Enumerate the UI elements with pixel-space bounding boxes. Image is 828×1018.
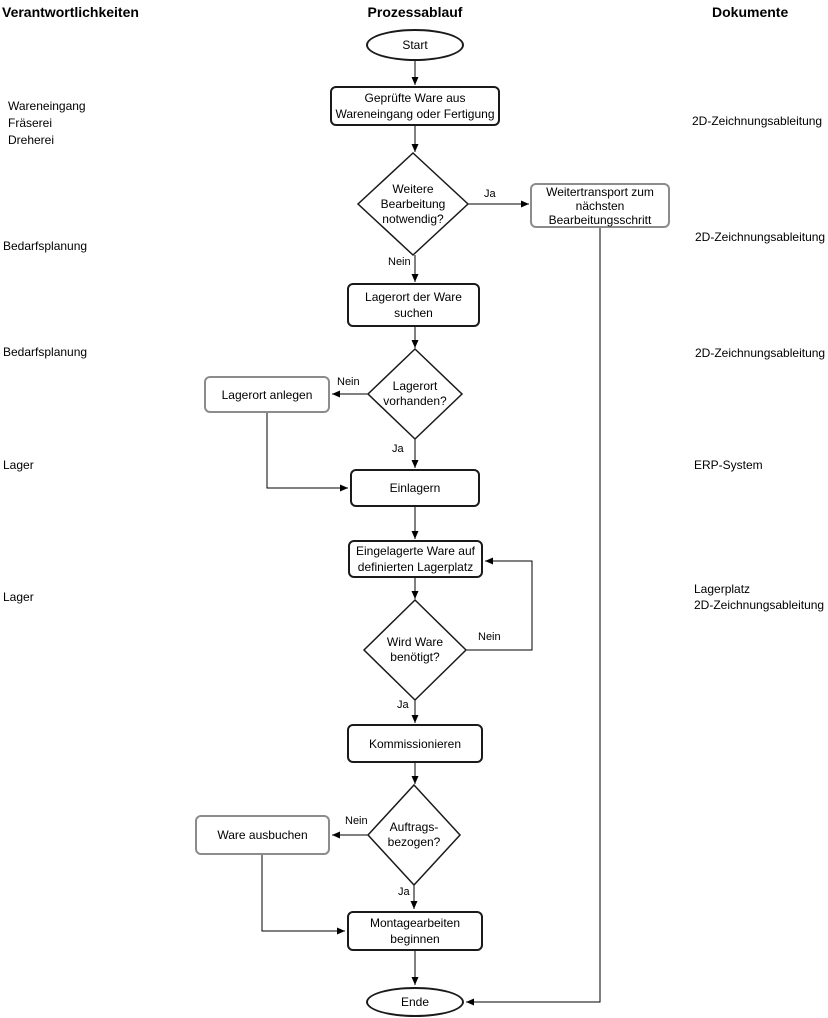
decision-further-processing bbox=[358, 153, 468, 255]
decision-order-related bbox=[368, 785, 460, 885]
edge-label-d1-no: Nein bbox=[388, 256, 411, 268]
decision-further-processing-label: Weitere Bearbeitung notwendig? bbox=[380, 181, 446, 226]
process-stored-goods: Eingelagerte Ware auf definierten Lagerplatz bbox=[348, 540, 483, 578]
process-inspected-goods: Geprüfte Ware aus Wareneingang oder Fertigung bbox=[330, 86, 500, 126]
column-header-process: Prozessablauf bbox=[367, 4, 463, 20]
edge-label-d4-no: Nein bbox=[345, 815, 368, 827]
document-lagerplatz: Lagerplatz 2D-Zeichnungsableitung bbox=[694, 582, 825, 612]
decision-goods-needed-label: Wird Ware benötigt? bbox=[386, 635, 444, 664]
responsibility-bedarfsplanung-1: Bedarfsplanung bbox=[3, 239, 88, 253]
decision-goods-needed bbox=[364, 600, 466, 700]
process-store: Einlagern bbox=[350, 469, 480, 507]
decision-order-related-label: Auftrags- bezogen? bbox=[387, 820, 441, 849]
edge-label-d4-yes: Ja bbox=[398, 886, 410, 898]
edge-label-d2-no: Nein bbox=[337, 376, 360, 388]
process-find-location: Lagerort der Ware suchen bbox=[347, 283, 480, 327]
edge-label-d1-yes: Ja bbox=[484, 188, 496, 200]
document-zeichnung-1: 2D-Zeichnungsableitung bbox=[692, 114, 823, 128]
responsibility-bedarfsplanung-2: Bedarfsplanung bbox=[3, 345, 88, 359]
edge-label-d3-no: Nein bbox=[478, 631, 501, 643]
edge-label-d2-yes: Ja bbox=[392, 443, 404, 455]
edge-label-d3-yes: Ja bbox=[397, 699, 409, 711]
process-assembly: Montagearbeiten beginnen bbox=[347, 911, 483, 951]
edge-createlocation-to-store bbox=[267, 413, 348, 488]
column-header-responsibilities: Verantwortlichkeiten bbox=[2, 4, 139, 20]
document-zeichnung-2: 2D-Zeichnungsableitung bbox=[695, 230, 826, 244]
edge-transport-to-end bbox=[466, 227, 600, 1002]
column-header-documents: Dokumente bbox=[712, 4, 789, 20]
end-terminal: Ende bbox=[366, 987, 464, 1017]
responsibility-wareneingang: Wareneingang Fräserei Dreherei bbox=[8, 99, 86, 147]
document-zeichnung-3: 2D-Zeichnungsableitung bbox=[695, 346, 826, 360]
process-transport-next: Weitertransport zum nächsten Bearbeitungsschritt bbox=[530, 183, 670, 228]
decision-location-exists-label: Lagerort vorhanden? bbox=[383, 379, 447, 408]
document-erp-system: ERP-System bbox=[694, 458, 763, 472]
edge-removegoods-to-assembly bbox=[262, 855, 345, 931]
decision-location-exists bbox=[368, 349, 462, 439]
process-remove-goods: Ware ausbuchen bbox=[195, 815, 330, 855]
process-create-location: Lagerort anlegen bbox=[204, 376, 330, 413]
process-picking: Kommissionieren bbox=[347, 724, 483, 763]
responsibility-lager-2: Lager bbox=[3, 590, 34, 604]
responsibility-lager-1: Lager bbox=[3, 458, 34, 472]
start-terminal: Start bbox=[366, 29, 464, 61]
